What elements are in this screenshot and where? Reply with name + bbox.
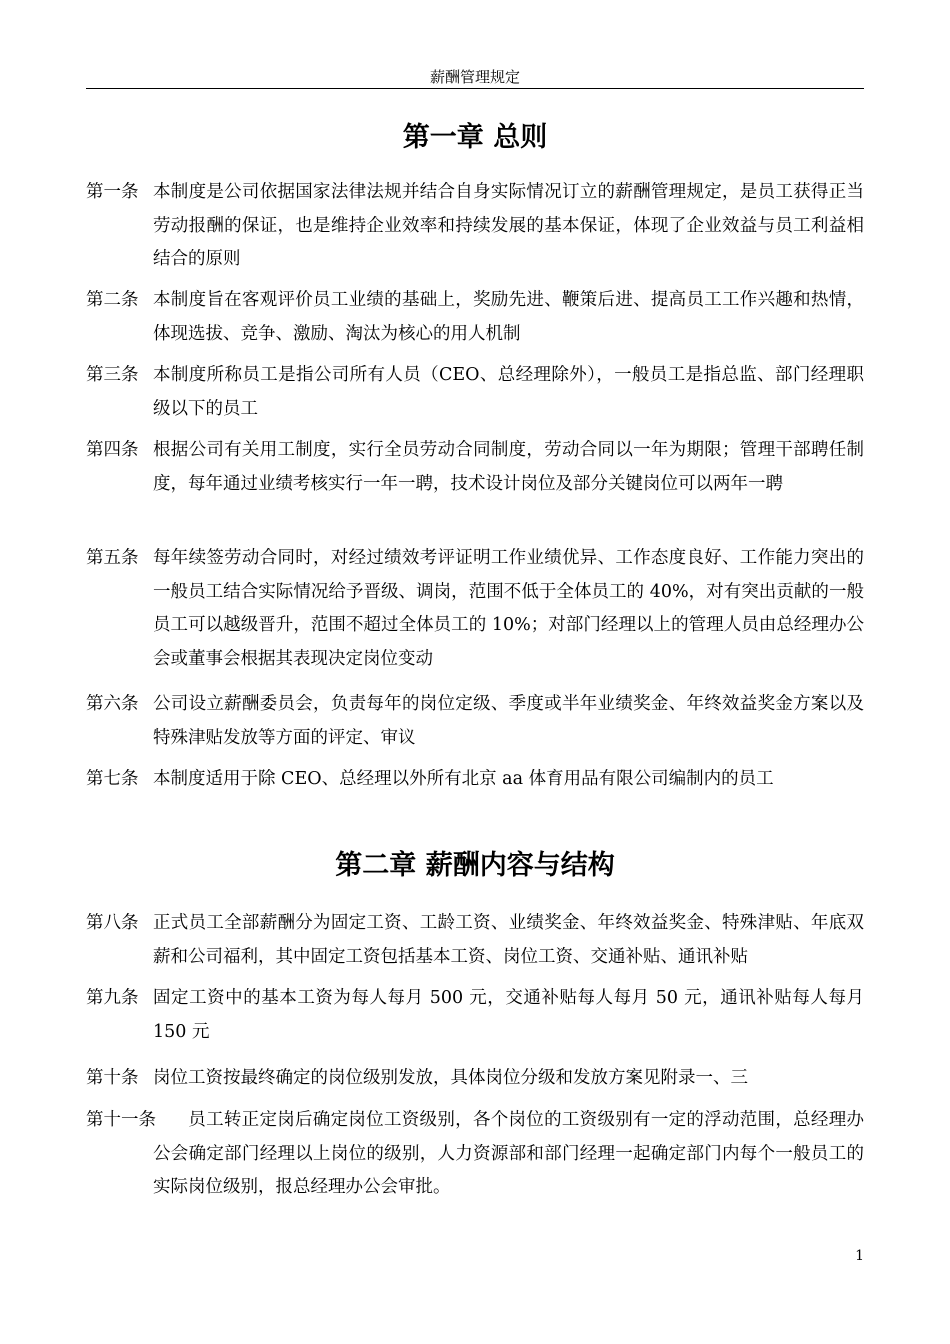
article-2 [86,284,864,351]
article-text: 每年续签劳动合同时，对经过绩效考评证明工作业绩优异、工作态度良好、工作能力突出的一般员工结合实际情况给予晋级、调岗，范围不低于全体员工的 40%，对有突出贡献的一般员工可以越级晋升，范围不超过全体员工的 10%；对部门经理以上的管理人员由总经理办公会或董事会根据其表现决定岗位变动 [153,548,864,669]
chapter-1-title: 第一章 总则 [402,122,548,153]
article-text-content: 员工转正定岗后确定岗位工资级别，各个岗位的工资级别有一定的浮动范围，总经理办公会确定部门经理以上岗位的级别，人力资源部和部门经理一起确定部门内每个一般员工的实际岗位级别，报总经理办公会审批。 [153,1110,864,1197]
article-text: 本制度适用于除 CEO、总经理以外所有北京 aa 体育用品有限公司编制内的员工 [153,769,774,789]
article-10 [86,1062,864,1096]
article-number: 第八条 [86,913,139,933]
article-number: 第十条 [86,1068,139,1088]
article-text: 本制度所称员工是指公司所有人员（CEO、总经理除外），一般员工是指总监、部门经理职级以下的员工 [153,365,864,419]
article-text: 根据公司有关用工制度，实行全员劳动合同制度，劳动合同以一年为期限；管理干部聘任制度，每年通过业绩考核实行一年一聘，技术设计岗位及部分关键岗位可以两年一聘 [153,440,864,494]
article-7 [86,763,864,797]
page-number: 1 [855,1248,864,1264]
chapter-2-title: 第二章 薪酬内容与结构 [335,850,615,881]
article-text [86,1104,864,1205]
article-number: 第十一条 [86,1110,156,1130]
article-text: 本制度是公司依据国家法律法规并结合自身实际情况订立的薪酬管理规定，是员工获得正当劳动报酬的保证，也是维持企业效率和持续发展的基本保证，体现了企业效益与员工利益相结合的原则 [153,182,864,269]
article-8 [86,907,864,974]
article-number: 第三条 [86,365,139,385]
article-5 [86,542,864,676]
article-11 [86,1104,864,1205]
article-text: 本制度旨在客观评价员工业绩的基础上，奖励先进、鞭策后进、提高员工工作兴趣和热情，体现选拔、竞争、激励、淘汰为核心的用人机制 [153,290,864,344]
article-number: 第一条 [86,182,139,202]
header-title: 薪酬管理规定 [429,68,520,86]
article-text: 公司设立薪酬委员会，负责每年的岗位定级、季度或半年业绩奖金、年终效益奖金方案以及特殊津贴发放等方面的评定、审议 [153,694,864,748]
article-text: 正式员工全部薪酬分为固定工资、工龄工资、业绩奖金、年终效益奖金、特殊津贴、年底双薪和公司福利，其中固定工资包括基本工资、岗位工资、交通补贴、通讯补贴 [153,913,864,967]
article-3 [86,359,864,426]
article-text: 岗位工资按最终确定的岗位级别发放，具体岗位分级和发放方案见附录一、三 [153,1068,748,1088]
article-number: 第九条 [86,988,139,1008]
article-number: 第二条 [86,290,139,310]
page-header [86,66,864,89]
article-text: 固定工资中的基本工资为每人每月 500 元，交通补贴每人每月 50 元，通讯补贴每人每月 150 元 [153,988,864,1042]
article-4 [86,434,864,501]
article-9 [86,982,864,1049]
article-number: 第六条 [86,694,139,714]
article-1 [86,176,864,277]
article-number: 第四条 [86,440,139,460]
article-6 [86,688,864,755]
article-number: 第五条 [86,548,139,568]
article-number: 第七条 [86,769,139,789]
